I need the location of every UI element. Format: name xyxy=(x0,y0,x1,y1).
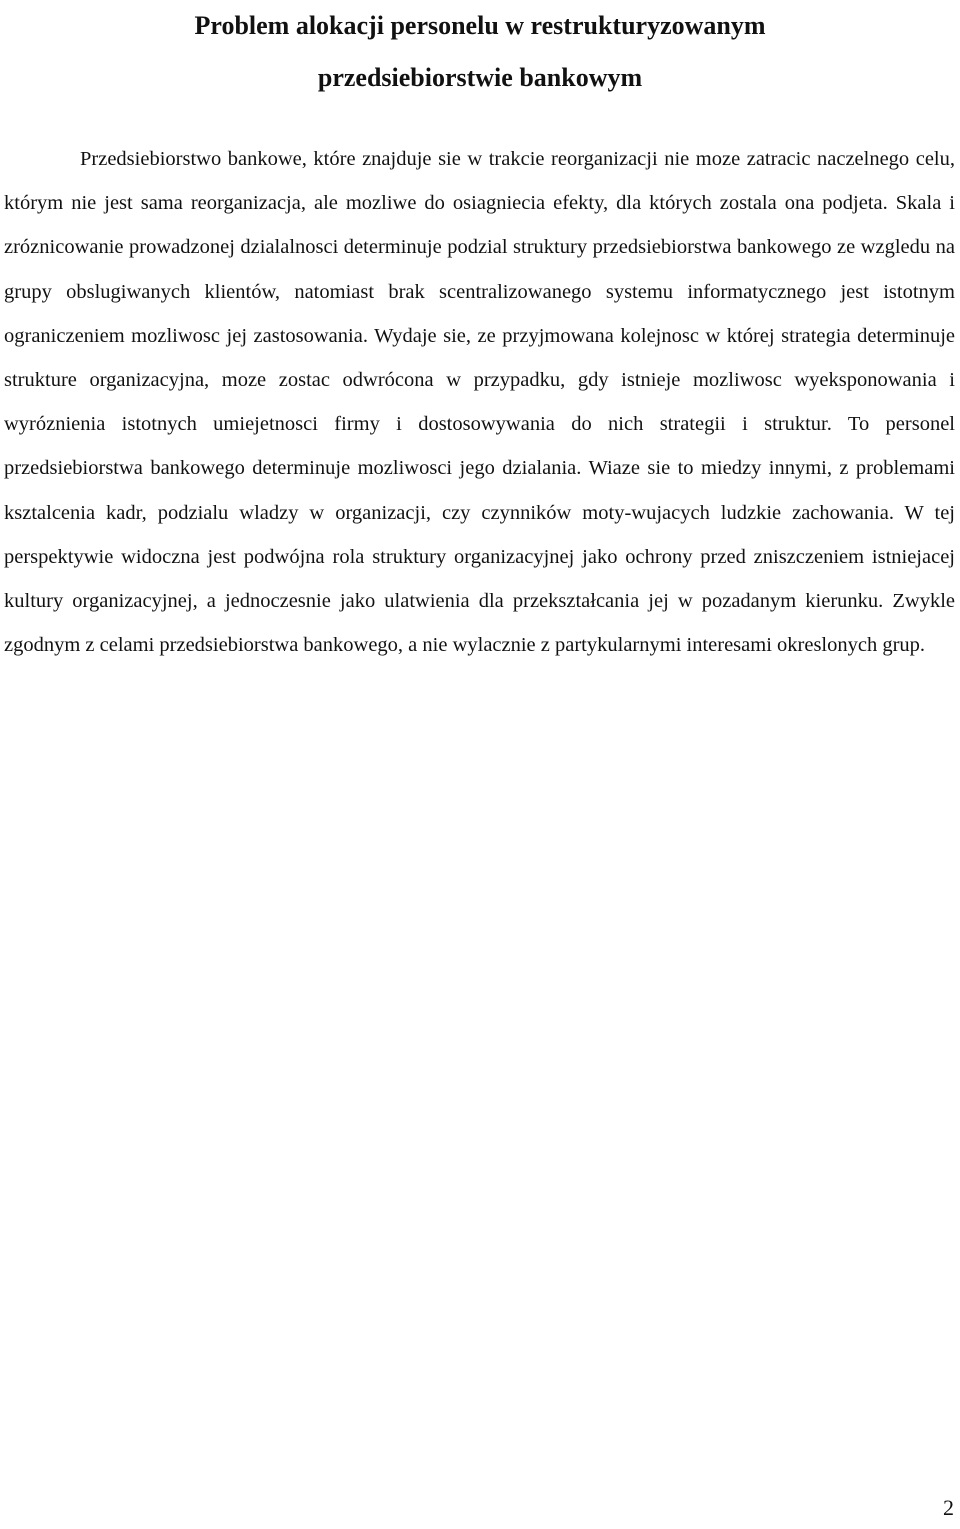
title-line-1: Problem alokacji personelu w restrukturyzowanym xyxy=(194,11,766,40)
page-title xyxy=(0,0,960,104)
page-number: 2 xyxy=(943,1495,954,1520)
title-line-2: przedsiebiorstwie bankowym xyxy=(317,63,643,92)
body-paragraph: Przedsiebiorstwo bankowe, które znajduje sie w trakcie reorganizacji nie moze zatracic naczelnego celu, którym nie jest sama reorganizacja, ale mozliwe do osiagniecia efekty, dla których zostala ona podjeta. Skala i zróznicowanie prowadzonej dzialalnosci determinuje podzial struktury przedsiebiorstwa bankowego ze wzgledu na grupy obslugiwanych klientów, natomiast brak scentralizowanego systemu informatycznego jest istotnym ograniczeniem mozliwosc jej zastosowania. Wydaje sie, ze przyjmowana kolejnosc w której strategia determinuje strukture organizacyjna, moze zostac odwrócona w przypadku, gdy istnieje mozliwosc wyeksponowania i wyróznienia istotnych umiejetnosci firmy i dostosowywania do nich strategii i struktur. To personel przedsiebiorstwa bankowego determinuje mozliwosci jego dzialania. Wiaze sie to miedzy innymi, z problemami ksztalcenia kadr, podzialu wladzy w organizacji, czy czynników moty-wujacych ludzkie zachowania. W tej perspektywie widoczna jest podwójna rola struktury organizacyjnej jako ochrony przed zniszczeniem istniejacej kultury organizacyjnej, a jednoczesnie jako ulatwienia dla przekształcania jej w pozadanym kierunku. Zwykle zgodnym z celami przedsiebiorstwa bankowego, a nie wylacznie z partykularnymi interesami okreslonych grup. xyxy=(4,148,955,657)
